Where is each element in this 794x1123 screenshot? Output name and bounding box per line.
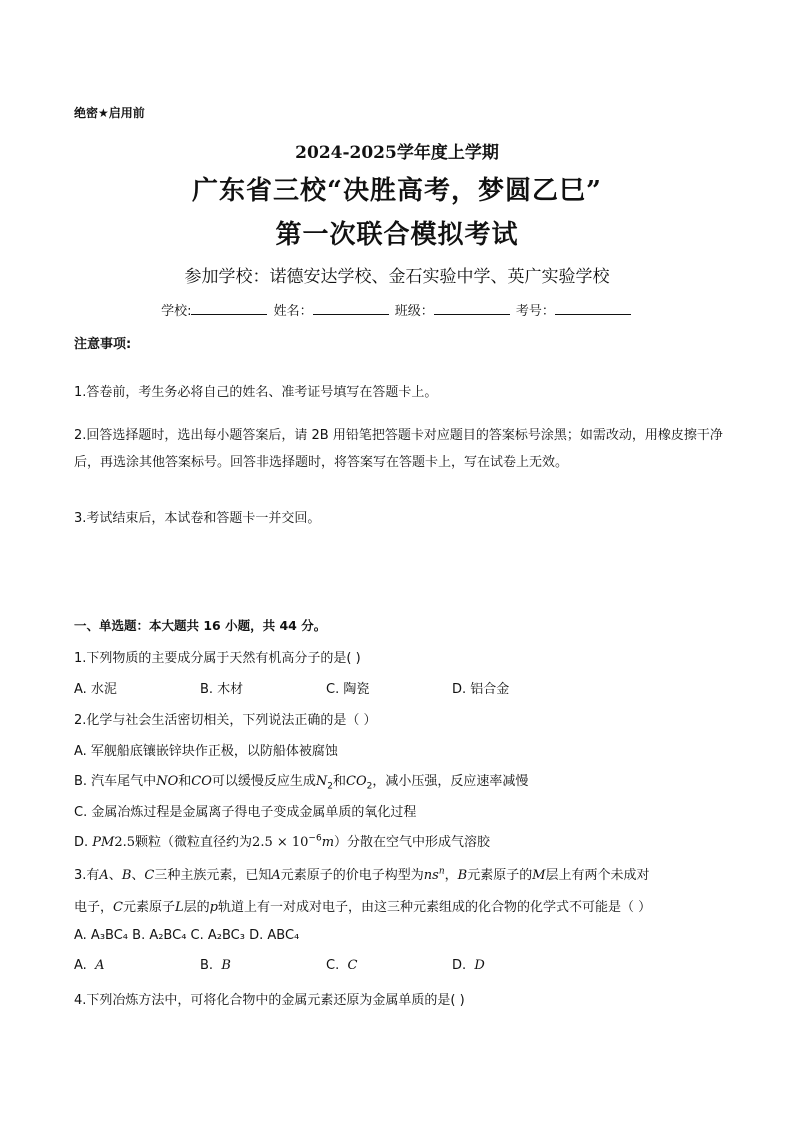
- exam-number-blank[interactable]: [555, 302, 631, 315]
- q1-option-d[interactable]: D. 铝合金: [452, 682, 510, 697]
- question-1-stem: 1.下列物质的主要成分属于天然有机高分子的是( ): [74, 651, 361, 666]
- q3-option-d[interactable]: D. D: [452, 958, 485, 973]
- notice-item-1: 1.答卷前，考生务必将自己的姓名、准考证号填写在答题卡上。: [74, 385, 438, 400]
- question-3-stem-line2: 电子，C元素原子L层的p轨道上有一对成对电子，由这三种元素组成的化合物的化学式不可能是（ ）: [74, 900, 652, 915]
- exam-title-line1: 广东省三校“决胜高考，梦圆乙巳”: [192, 176, 602, 206]
- class-blank[interactable]: [434, 302, 510, 315]
- school-label: 学校:: [161, 304, 192, 319]
- school-blank[interactable]: [191, 302, 267, 315]
- q3-option-b[interactable]: B. B: [200, 958, 231, 973]
- exam-number-label: 考号：: [515, 304, 555, 319]
- q1-option-c[interactable]: C. 陶瓷: [326, 682, 370, 697]
- question-1-options: [74, 678, 578, 697]
- question-3-options: [74, 958, 578, 973]
- exam-title-line2: 第一次联合模拟考试: [275, 220, 519, 250]
- school-year: 2024-2025学年度上学期: [295, 143, 499, 163]
- q1-option-b[interactable]: B. 木材: [200, 682, 244, 697]
- participating-schools: 参加学校：诺德安达学校、金石实验中学、英广实验学校: [184, 267, 610, 287]
- q2-option-b[interactable]: B. 汽车尾气中NO和CO可以缓慢反应生成$N_2$和$CO_2$，减小压强，反应速率减慢: [74, 774, 529, 792]
- q3-option-c[interactable]: C. C: [326, 958, 358, 973]
- class-label: 班级：: [394, 304, 434, 319]
- name-label: 姓名：: [273, 304, 313, 319]
- section-heading: 一、单选题：本大题共 16 小题，共 44 分。: [74, 618, 327, 633]
- question-3-formula-options: A. A₃BC₄ B. A₂BC₄ C. A₂BC₃ D. ABC₄: [74, 928, 300, 943]
- q3-option-a[interactable]: A. A: [74, 958, 105, 973]
- secret-label: 绝密★启用前: [74, 106, 145, 120]
- question-4-stem: 4.下列冶炼方法中，可将化合物中的金属元素还原为金属单质的是( ): [74, 993, 465, 1008]
- question-3-stem-line1: 3.有A、B、C三种主族元素，已知A元素原子的价电子构型为$ns^n$，B元素原子的M层上有两个未成对: [74, 866, 650, 883]
- notice-item-3: 3.考试结束后，本试卷和答题卡一并交回。: [74, 511, 321, 526]
- name-blank[interactable]: [313, 302, 389, 315]
- notice-heading: 注意事项:: [74, 337, 132, 352]
- notice-item-2: 2.回答选择题时，选出每小题答案后，请 2B 用铅笔把答题卡对应题目的答案标号涂黑；如需改动，用橡皮擦干净后，再选涂其他答案标号。回答非选择题时，将答案写在答题卡上，写在试卷上无效。: [74, 428, 723, 470]
- q2-option-c[interactable]: C. 金属冶炼过程是金属离子得电子变成金属单质的氧化过程: [74, 805, 417, 820]
- student-info-row: [0, 300, 794, 319]
- q1-option-a[interactable]: A. 水泥: [74, 682, 117, 697]
- q2-option-d[interactable]: D. PM2.5颗粒（微粒直径约为$2.5 \times 10^{-6}m$）分散在空气中形成气溶胶: [74, 833, 491, 850]
- q2-option-a[interactable]: A. 军舰船底镶嵌锌块作正极，以防船体被腐蚀: [74, 744, 338, 759]
- question-2-stem: 2.化学与社会生活密切相关，下列说法正确的是（ ）: [74, 713, 377, 728]
